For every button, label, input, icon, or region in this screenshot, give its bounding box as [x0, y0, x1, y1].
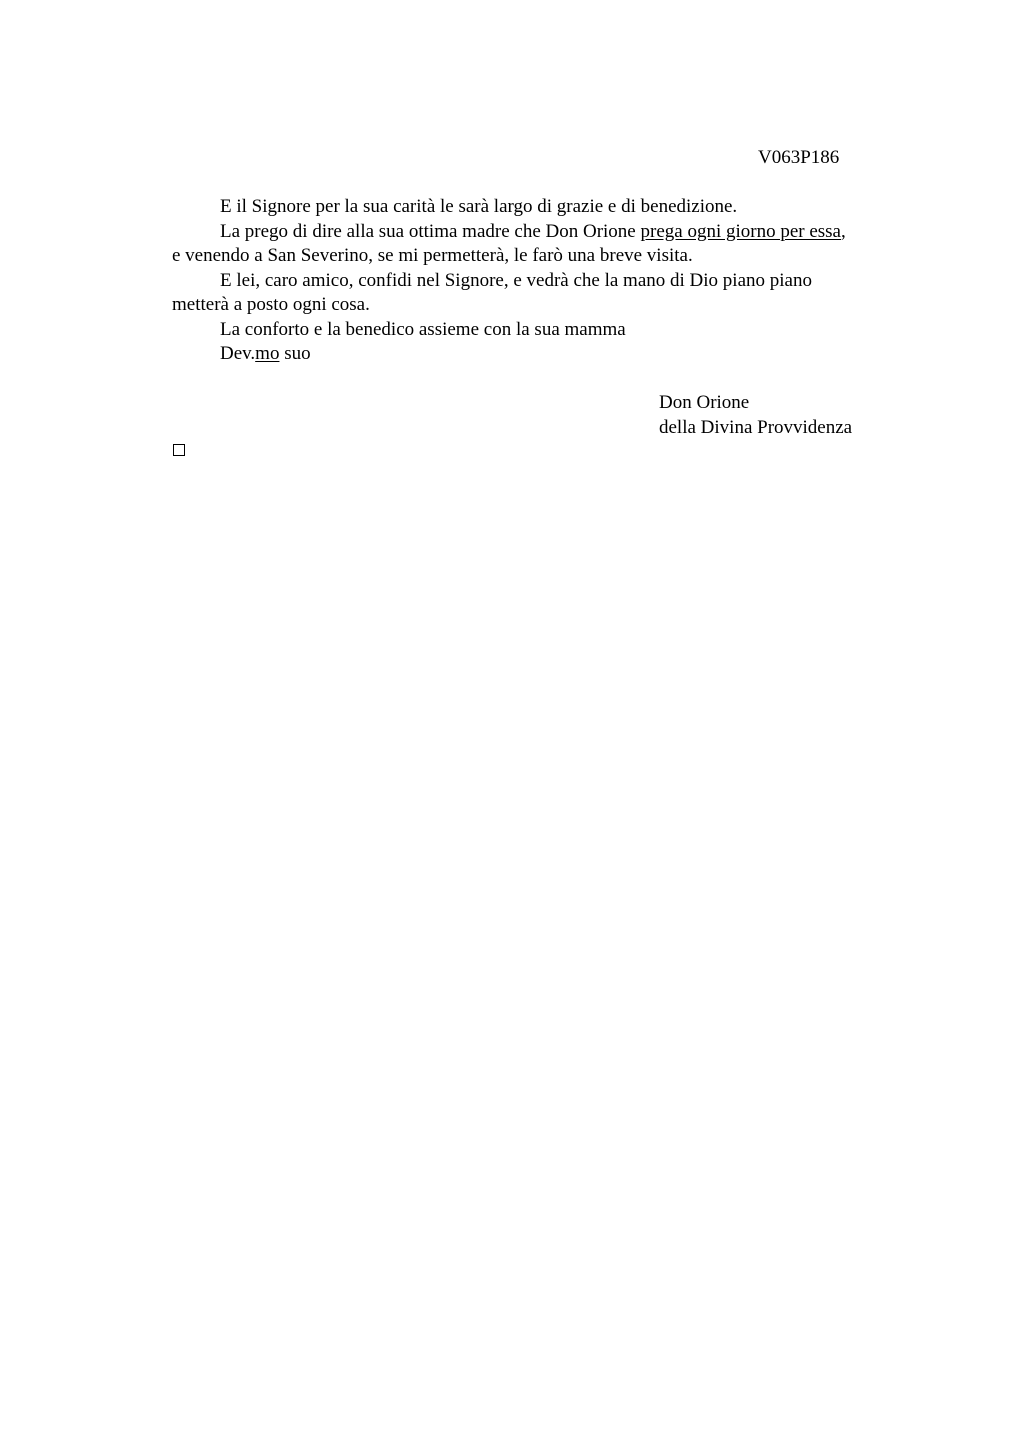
paragraph-4: La conforto e la benedico assieme con la sua mamma — [220, 318, 626, 340]
signature-subtitle: della Divina Provvidenza — [659, 416, 853, 438]
end-marker-box — [173, 444, 185, 456]
underlined-phrase: prega ogni giorno per essa — [640, 220, 841, 242]
closing-line — [172, 342, 902, 367]
closing-superscript: mo — [255, 343, 280, 364]
letter-body — [172, 195, 902, 367]
signature-block — [659, 391, 852, 440]
page-id: V063P186 — [758, 147, 840, 168]
closing-suffix: suo — [279, 343, 311, 364]
paragraph-2-line-1 — [172, 220, 902, 245]
paragraph-3-line-2: metterà a posto ogni cosa. — [172, 294, 370, 315]
signature-name: Don Orione — [659, 392, 750, 413]
paragraph-2-comma: , — [841, 220, 846, 242]
paragraph-3-line-1: E lei, caro amico, confidi nel Signore, e vedrà che la mano di Dio piano piano — [220, 269, 812, 291]
paragraph-1: E il Signore per la sua carità le sarà largo di grazie e di benedizione. — [220, 196, 738, 217]
paragraph-2-line-2: e venendo a San Severino, se mi permetterà, le farò una breve visita. — [172, 245, 693, 266]
paragraph-2-text: La prego di dire alla sua ottima madre che Don Orione — [220, 220, 641, 242]
closing-prefix: Dev. — [220, 343, 256, 364]
